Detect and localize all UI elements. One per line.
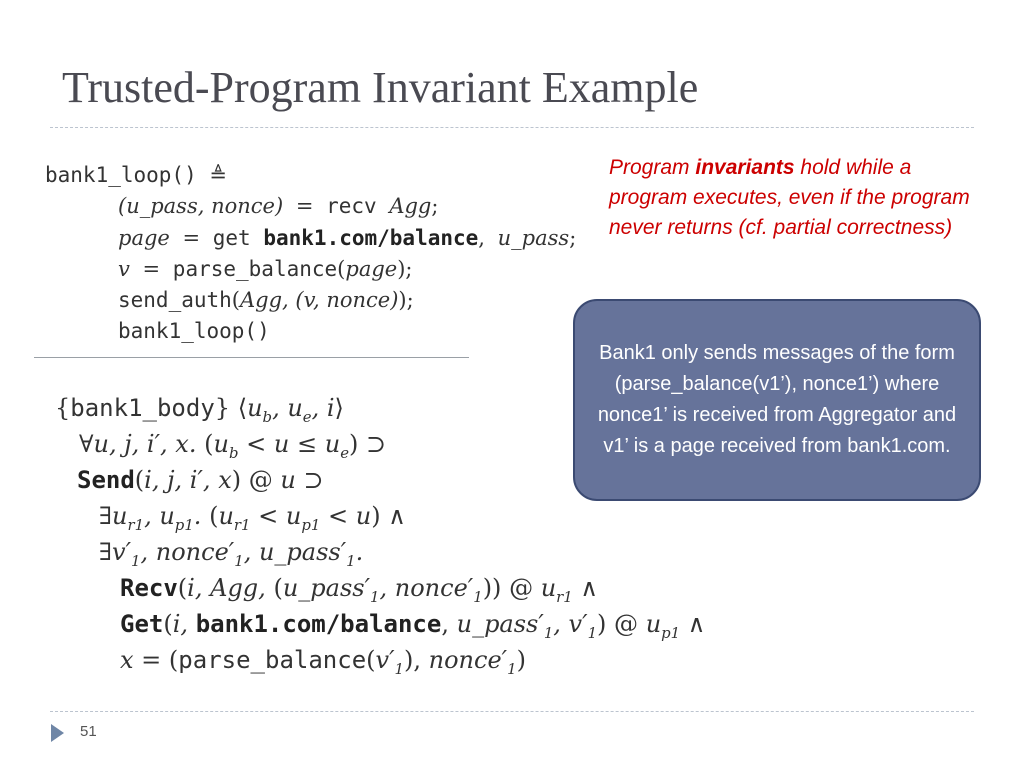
code-line-1: (u_pass, nonce) = recv Agg;: [118, 194, 439, 218]
triangle-bullet-icon: [51, 724, 64, 742]
inv-recv-kw: Recv: [120, 574, 178, 602]
inv-line-exists2: $\exists v'_1$, $nonce'_1$, $u\_pass'_1$.: [99, 538, 364, 570]
code-l4-fn: send_auth: [118, 288, 232, 312]
note-emphasis: invariants: [695, 156, 795, 179]
code-l1-kw: recv: [326, 194, 377, 218]
slide-title: Trusted-Program Invariant Example: [62, 63, 699, 112]
code-l5-call: bank1_loop(): [118, 319, 270, 343]
code-l2-eq: =: [182, 226, 201, 250]
note-prefix: Program: [609, 156, 696, 179]
callout-box: [573, 299, 981, 501]
code-l3-lhs: v: [118, 257, 130, 281]
code-l2-kw: get: [212, 226, 251, 250]
inv-x-eq: x =: [120, 646, 162, 674]
inv-get-kw: Get: [120, 610, 164, 638]
inv-line-forall: ∀u, j, i′, x. $(u_b < u \le u_e)$ ⊃: [79, 430, 387, 462]
inv-line-send: Send(i, j, i′, x) @ u ⊃: [77, 466, 324, 494]
code-line-def: [45, 165, 227, 186]
page-number: 51: [80, 723, 97, 740]
code-l1-eq: =: [295, 194, 314, 218]
callout-text: Bank1 only sends messages of the form (parse_balance(v1’), nonce1’) where nonce1’ is received from Aggregator and v1’ is a page received from bank1.com.: [597, 342, 957, 457]
inv-parse-fn: parse_balance: [178, 646, 367, 674]
code-l3-fn: parse_balance: [172, 257, 338, 281]
code-def-name: bank1_loop(): [45, 163, 197, 187]
inv-line-x: $x = (parse\_balance(v'_1)$, $nonce'_1$): [120, 646, 526, 678]
code-l2-lhs: page: [118, 226, 170, 250]
code-l1-lhs: (u_pass, nonce): [118, 194, 284, 218]
inv-send-kw: Send: [77, 466, 135, 494]
code-l3-eq: =: [142, 257, 161, 281]
inv-line-header: {bank1_body} $⟨u_b$, $u_e$, i⟩: [55, 394, 344, 426]
inv-forall-vars: u, j, i′, x.: [93, 430, 197, 458]
code-l1-arg: Agg: [389, 194, 432, 218]
inv-line-exists1: $\exists u_{r1}$, $u_{p1}$. $(u_{r1} < u_{p1} < u)$ ∧: [99, 502, 406, 534]
code-line-5: [118, 321, 270, 342]
code-l3-arg: page: [345, 257, 398, 281]
code-def-op: ≜: [209, 163, 227, 187]
inv-send-args: i, j, i′, x: [144, 466, 232, 494]
code-l2-arg: u_pass: [497, 226, 570, 250]
code-line-4: send_auth(Agg, (v, nonce));: [118, 288, 414, 312]
note-suffix: hold while a program executes, even if the program never returns (cf. partial correctness): [609, 156, 970, 239]
invariant-note: [609, 153, 979, 243]
footer-divider: [50, 711, 974, 712]
code-line-2: page = get bank1.com/balance, u_pass;: [118, 226, 577, 250]
code-l4-args: Agg, (v, nonce): [240, 288, 399, 312]
inv-line-recv: Recv(i, Agg, ($u\_pass'_1$, $nonce'_1$)) @ $u_{r1}$ ∧: [120, 574, 598, 606]
code-l2-url: bank1.com/balance: [263, 226, 479, 250]
inv-line-get: Get(i, bank1.com/balance, $u\_pass'_1$, $v'_1$) @ $u_{p1}$ ∧: [120, 610, 706, 642]
title-divider: [50, 127, 974, 128]
code-line-3: v = parse_balance(page);: [118, 257, 413, 281]
code-divider: [34, 357, 469, 358]
inv-header-name: bank1_body: [70, 394, 215, 422]
inv-get-url: bank1.com/balance: [195, 610, 442, 638]
